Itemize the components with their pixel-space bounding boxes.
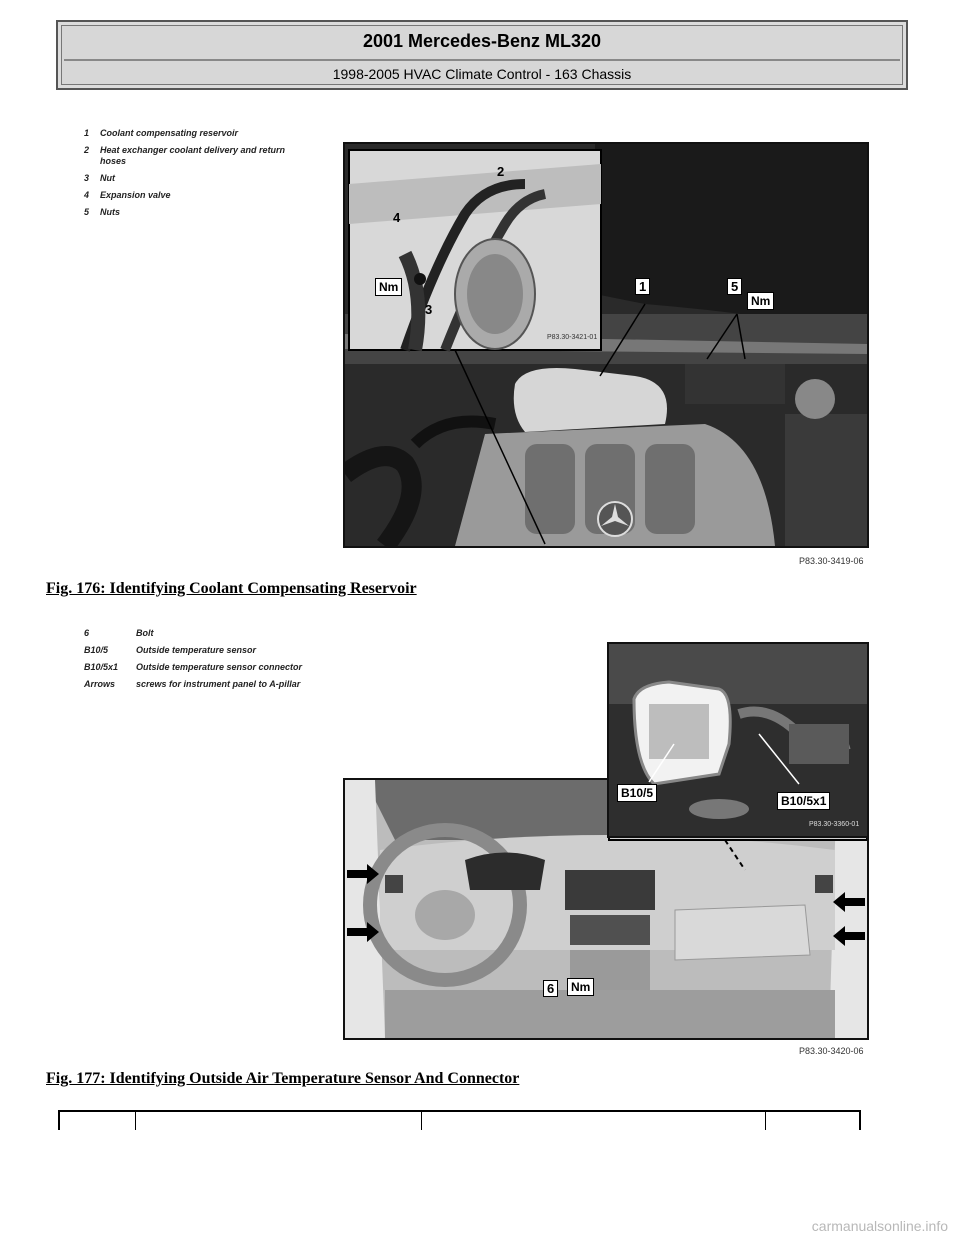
legend-key: 3 xyxy=(84,173,90,183)
legend-row xyxy=(84,173,304,184)
legend-row xyxy=(84,128,304,139)
legend-value: screws for instrument panel to A-pillar xyxy=(136,679,301,689)
figure-176-caption: Fig. 176: Identifying Coolant Compensating Reservoir xyxy=(46,580,417,597)
legend-key: 2 xyxy=(84,145,90,155)
figure-176-legend xyxy=(84,128,304,224)
figure-177-legend xyxy=(84,628,306,696)
watermark: carmanualsonline.info xyxy=(811,1218,948,1234)
page-header-inner xyxy=(61,25,903,85)
legend-row xyxy=(84,628,306,639)
engine-bay-illustration xyxy=(345,144,867,546)
figure-177-caption: Fig. 177: Identifying Outside Air Temperature Sensor And Connector xyxy=(46,1070,520,1087)
legend-key: 5 xyxy=(84,207,90,217)
table-cell xyxy=(766,1112,859,1130)
legend-key: B10/5x1 xyxy=(84,662,119,672)
callout-1: 1 xyxy=(635,278,650,295)
table-cell xyxy=(60,1112,136,1130)
engine-bay-photo xyxy=(343,142,869,548)
legend-key: Arrows xyxy=(84,679,116,689)
callout-6: 6 xyxy=(543,980,558,997)
legend-key: 4 xyxy=(84,190,90,200)
callout-5: 5 xyxy=(727,278,742,295)
photo-code: P83.30-3420-06 xyxy=(799,1046,864,1056)
torque-callout: Nm xyxy=(567,978,594,996)
callout-2: 2 xyxy=(497,164,505,179)
torque-callout: Nm xyxy=(375,278,402,296)
inset-photo-code: P83.30-3360-01 xyxy=(809,821,860,828)
legend-row xyxy=(84,645,306,656)
photo-code: P83.30-3419-06 xyxy=(799,556,864,566)
legend-value: Nut xyxy=(100,173,115,183)
legend-row xyxy=(84,145,304,167)
inset-photo-code: P83.30-3421-01 xyxy=(547,334,598,341)
page-header xyxy=(56,20,908,90)
legend-value: Bolt xyxy=(136,628,154,638)
sensor-inset-photo xyxy=(607,642,869,838)
legend-row xyxy=(84,662,306,673)
specification-table-header xyxy=(58,1110,861,1130)
callout-4: 4 xyxy=(393,210,401,225)
sensor-label: B10/5 xyxy=(617,784,657,802)
legend-value: Expansion valve xyxy=(100,190,171,200)
legend-row xyxy=(84,207,304,218)
legend-row xyxy=(84,190,304,201)
callout-3: 3 xyxy=(425,302,433,317)
legend-key: 1 xyxy=(84,128,90,138)
torque-callout: Nm xyxy=(747,292,774,310)
legend-value: Outside temperature sensor connector xyxy=(136,662,303,672)
legend-key: 6 xyxy=(84,628,90,638)
legend-value: Nuts xyxy=(100,207,120,217)
legend-value: Coolant compensating reservoir xyxy=(100,128,239,138)
table-cell xyxy=(422,1112,766,1130)
connector-label: B10/5x1 xyxy=(777,792,830,810)
legend-value: Heat exchanger coolant delivery and return hoses xyxy=(100,145,286,166)
legend-row xyxy=(84,679,306,690)
legend-key: B10/5 xyxy=(84,645,109,655)
header-divider xyxy=(64,59,900,61)
document-subtitle: 1998-2005 HVAC Climate Control - 163 Chassis xyxy=(332,66,632,82)
document-title: 2001 Mercedes-Benz ML320 xyxy=(362,31,602,51)
table-cell xyxy=(136,1112,422,1130)
legend-value: Outside temperature sensor xyxy=(136,645,257,655)
